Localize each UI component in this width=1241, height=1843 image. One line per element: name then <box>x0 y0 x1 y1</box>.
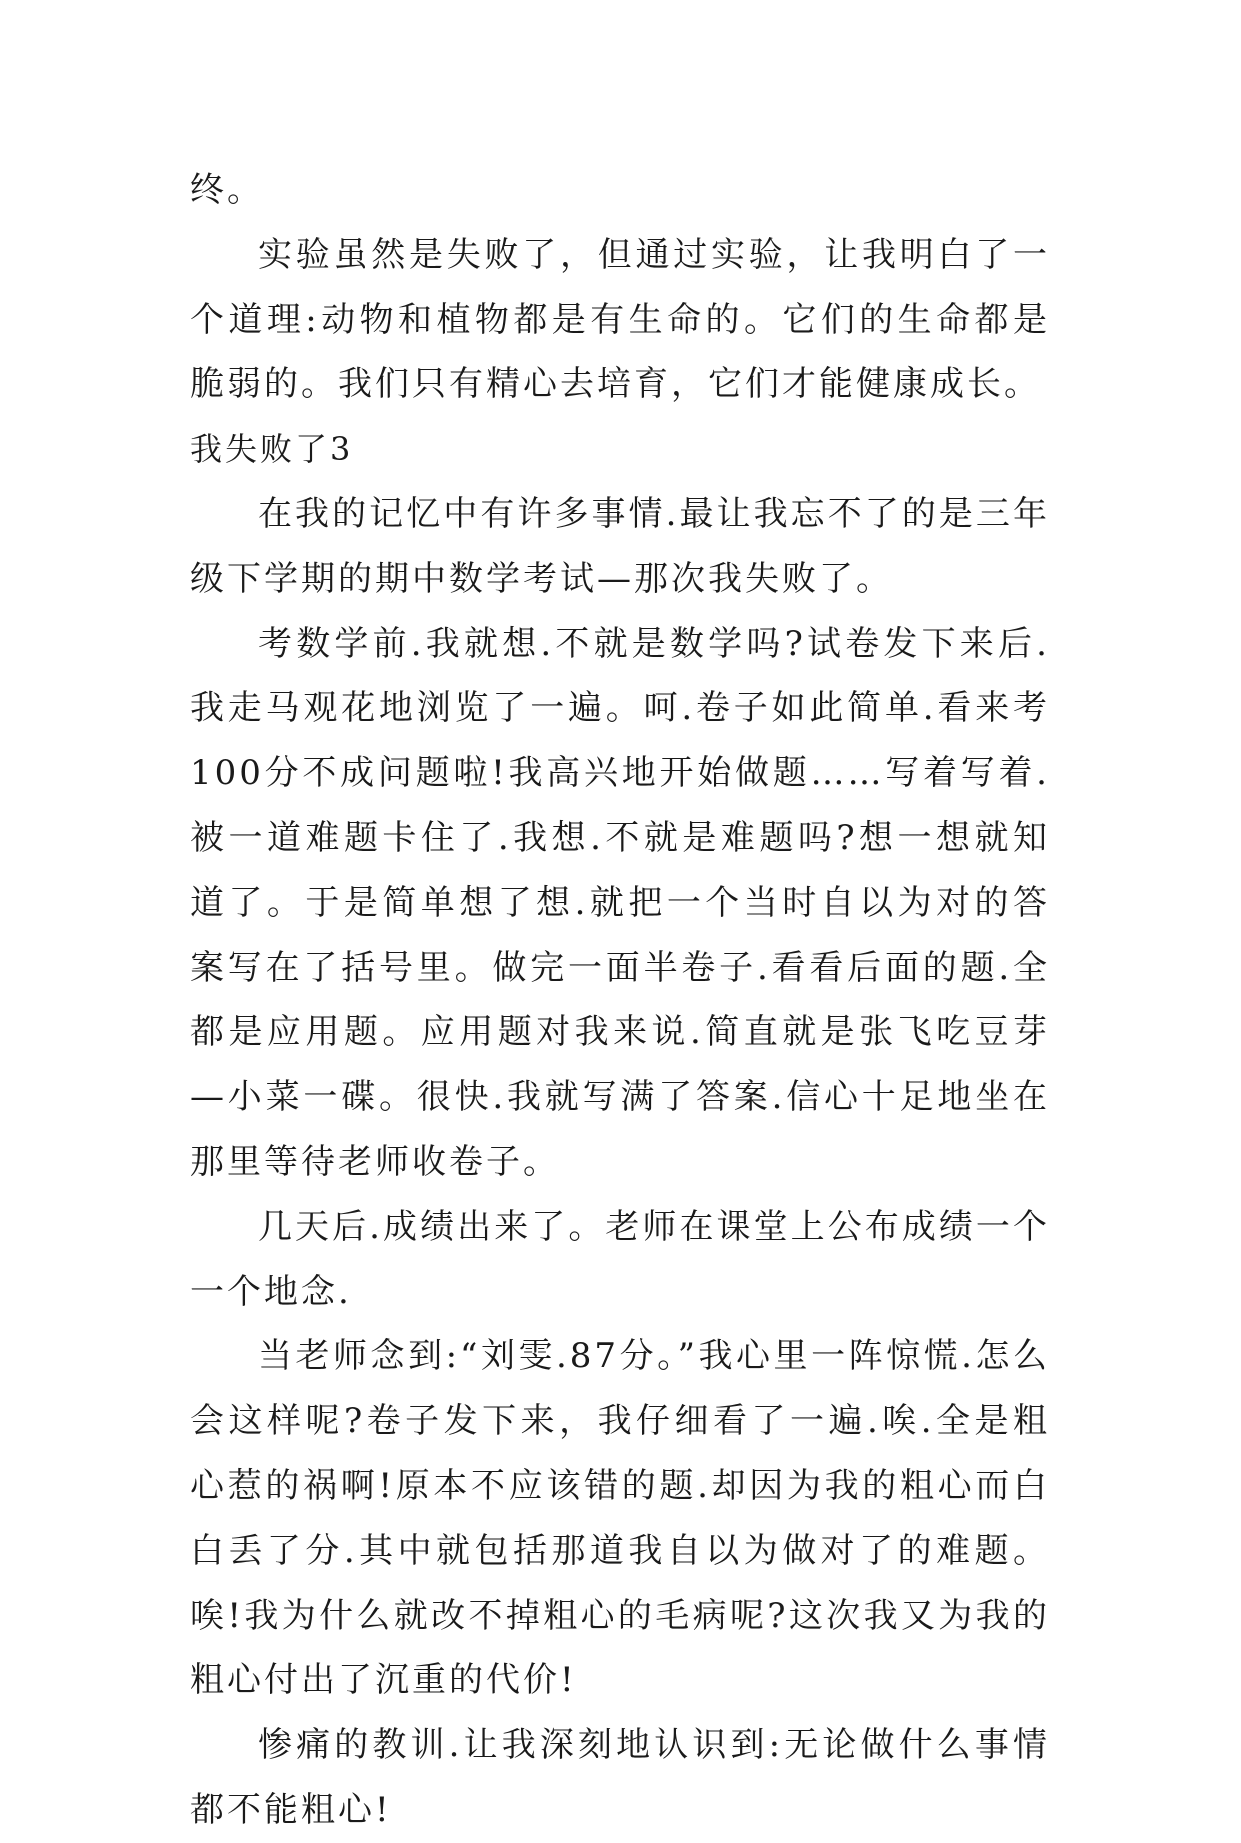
paragraph-lesson: 惨痛的教训.让我深刻地认识到:无论做什么事情都不能粗心! <box>190 1725 1050 1830</box>
section-title: 我失败了3 <box>190 430 354 469</box>
paragraph-exam: 考数学前.我就想.不就是数学吗?试卷发下来后.我走马观花地浏览了一遍。呵.卷子如此简单.看来考100分不成问题啦!我高兴地开始做题……写着写着.被一道难题卡住了.我想.不就是难题吗?想一想就知道了。于是简单想了想.就把一个当时自以为对的答案写在了括号里。做完一面半卷子.看看后面的题.全都是应用题。应用题对我来说.简直就是张飞吃豆芽—小菜一碟。很快.我就写满了答案.信心十足地坐在那里等待老师收卷子。 <box>190 623 1050 1182</box>
paragraph-score: 当老师念到:“刘雯.87分。”我心里一阵惊慌.怎么会这样呢?卷子发下来，我仔细看了一遍.唉.全是粗心惹的祸啊!原本不应该错的题.却因为我的粗心而白白丢了分.其中就包括那道我自以为做对了的难题。唉!我为什么就改不掉粗心的毛病呢?这次我又为我的粗心付出了沉重的代价! <box>190 1336 1050 1701</box>
paragraph-experiment-conclusion: 实验虽然是失败了，但通过实验，让我明白了一个道理:动物和植物都是有生命的。它们的生命都是脆弱的。我们只有精心去培育，它们才能健康成长。 <box>190 234 1050 405</box>
paragraph-results: 几天后.成绩出来了。老师在课堂上公布成绩一个一个地念. <box>190 1206 1050 1312</box>
document-body <box>190 158 1050 1843</box>
paragraph-memory: 在我的记忆中有许多事情.最让我忘不了的是三年级下学期的期中数学考试—那次我失败了。 <box>190 493 1050 599</box>
paragraph-ending: 终。 <box>190 170 264 210</box>
